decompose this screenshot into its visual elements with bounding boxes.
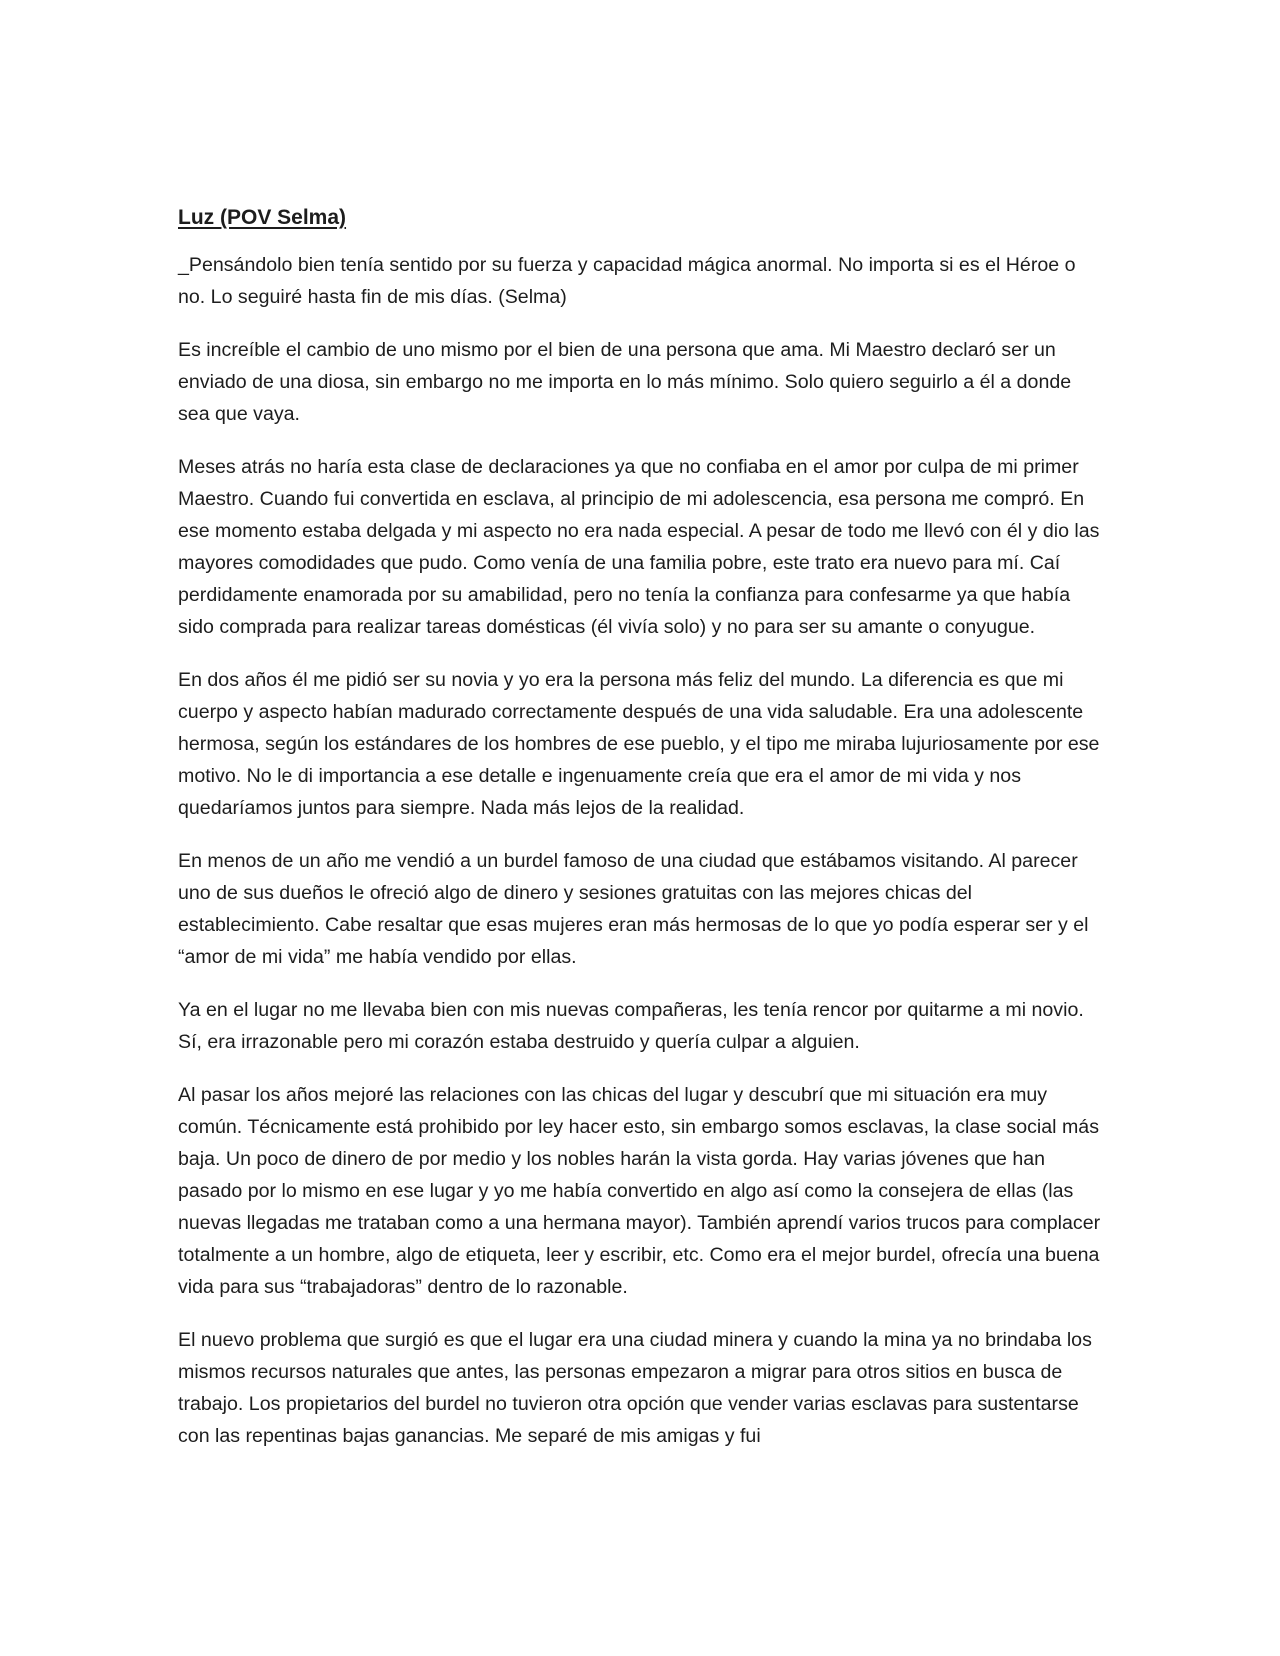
document-body (178, 202, 1106, 1473)
paragraph: El nuevo problema que surgió es que el lugar era una ciudad minera y cuando la mina ya no brindaba los mismos recursos naturales que antes, las personas empezaron a migrar para otros sitios en busca de trabajo. Los propietarios del burdel no tuvieron otra opción que vender varias esclavas para sustentarse con las repentinas bajas ganancias. Me separé de mis amigas y fui (178, 1329, 1092, 1447)
paragraph: _Pensándolo bien tenía sentido por su fuerza y capacidad mágica anormal. No importa si es el Héroe o no. Lo seguiré hasta fin de mis días. (Selma) (178, 254, 1076, 308)
chapter-title: Luz (POV Selma) (178, 206, 347, 229)
paragraph: En menos de un año me vendió a un burdel famoso de una ciudad que estábamos visitando. Al parecer uno de sus dueños le ofreció algo de dinero y sesiones gratuitas con las mejores chicas del establecimiento. Cabe resaltar que esas mujeres eran más hermosas de lo que yo podía esperar ser y el “amor de mi vida” me había vendido por ellas. (178, 850, 1089, 968)
paragraph: En dos años él me pidió ser su novia y yo era la persona más feliz del mundo. La diferencia es que mi cuerpo y aspecto habían madurado correctamente después de una vida saludable. Era una adolescente hermosa, según los estándares de los hombres de ese pueblo, y el tipo me miraba lujuriosamente por ese motivo. No le di importancia a ese detalle e ingenuamente creía que era el amor de mi vida y nos quedaríamos juntos para siempre. Nada más lejos de la realidad. (178, 669, 1100, 819)
paragraph: Ya en el lugar no me llevaba bien con mis nuevas compañeras, les tenía rencor por quitarme a mi novio. Sí, era irrazonable pero mi corazón estaba destruido y quería culpar a alguien. (178, 999, 1084, 1053)
paragraph: Meses atrás no haría esta clase de declaraciones ya que no confiaba en el amor por culpa de mi primer Maestro. Cuando fui convertida en esclava, al principio de mi adolescencia, esa persona me compró. En ese momento estaba delgada y mi aspecto no era nada especial. A pesar de todo me llevó con él y dio las mayores comodidades que pudo. Como venía de una familia pobre, este trato era nuevo para mí. Caí perdidamente enamorada por su amabilidad, pero no tenía la confianza para confesarme ya que había sido comprada para realizar tareas domésticas (él vivía solo) y no para ser su amante o conyugue. (178, 456, 1100, 638)
paragraph: Al pasar los años mejoré las relaciones con las chicas del lugar y descubrí que mi situación era muy común. Técnicamente está prohibido por ley hacer esto, sin embargo somos esclavas, la clase social más baja. Un poco de dinero de por medio y los nobles harán la vista gorda. Hay varias jóvenes que han pasado por lo mismo en ese lugar y yo me había convertido en algo así como la consejera de ellas (las nuevas llegadas me trataban como a una hermana mayor). También aprendí varios trucos para complacer totalmente a un hombre, algo de etiqueta, leer y escribir, etc. Como era el mejor burdel, ofrecía una buena vida para sus “trabajadoras” dentro de lo razonable. (178, 1084, 1101, 1298)
paragraph: Es increíble el cambio de uno mismo por el bien de una persona que ama. Mi Maestro declaró ser un enviado de una diosa, sin embargo no me importa en lo más mínimo. Solo quiero seguirlo a él a donde sea que vaya. (178, 339, 1072, 425)
